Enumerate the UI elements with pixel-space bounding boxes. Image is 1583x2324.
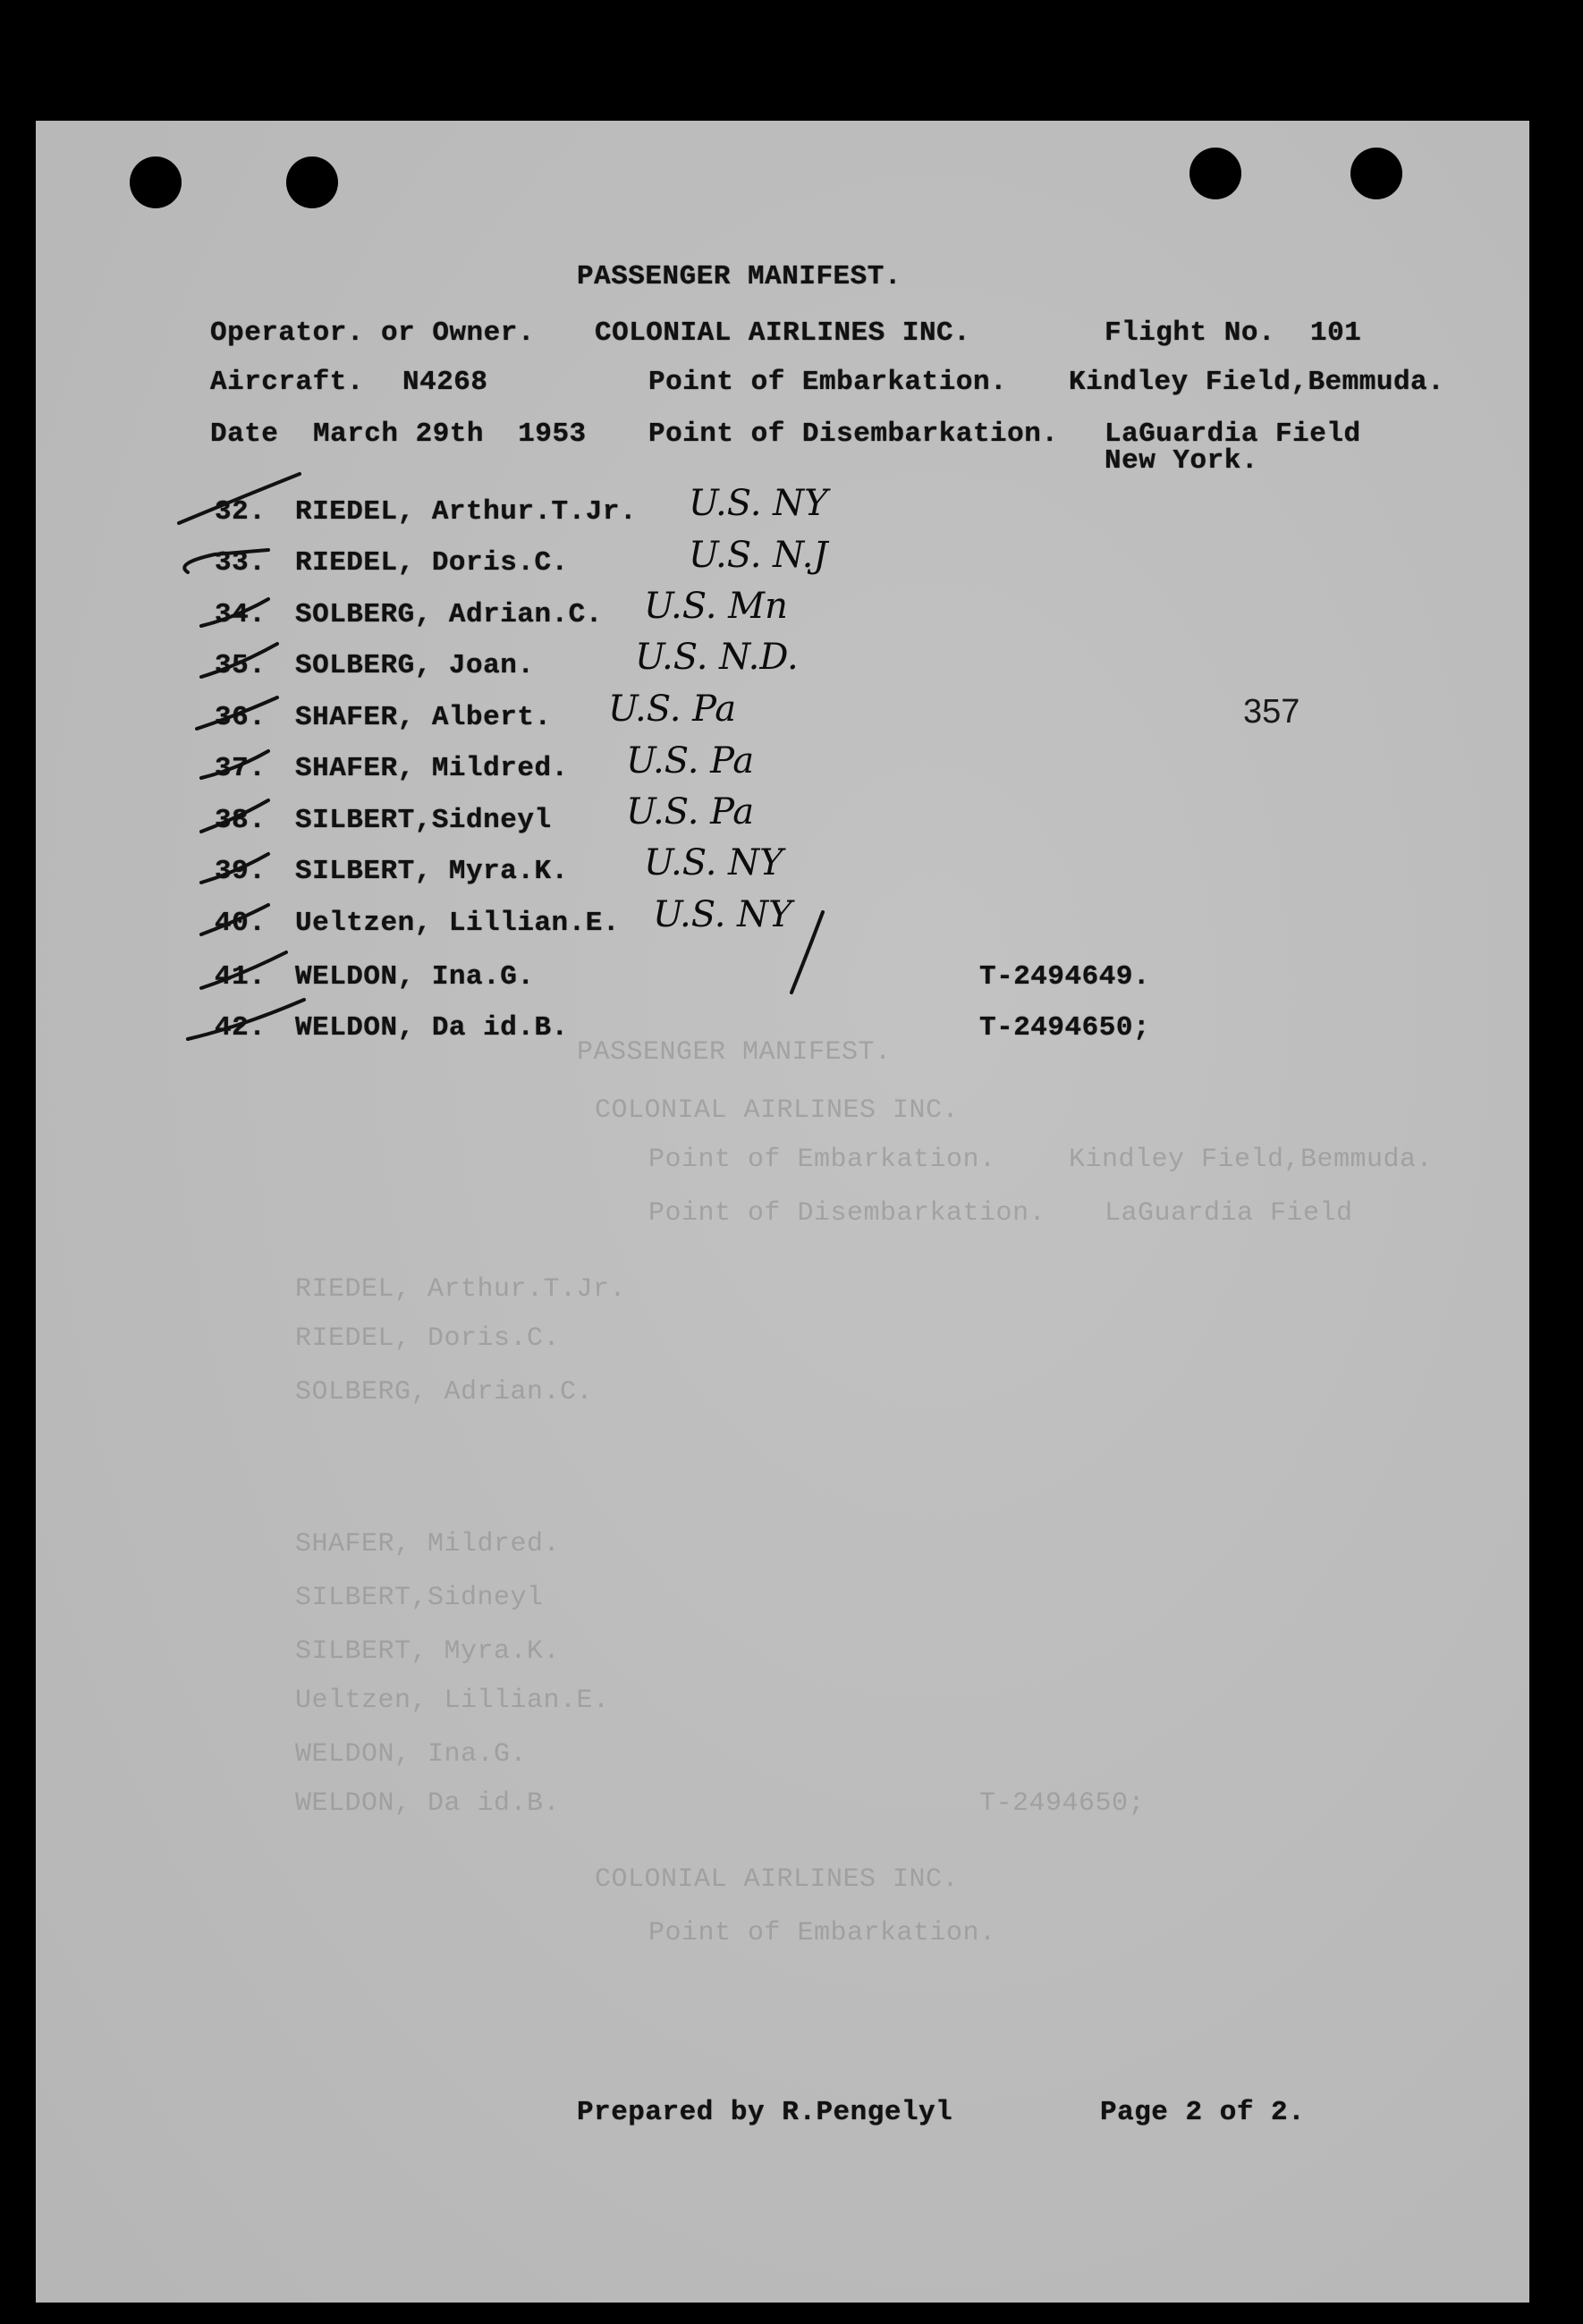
passenger-number: 39. — [215, 856, 267, 887]
passenger-name: SILBERT, Myra.K. — [295, 856, 569, 887]
handwritten-note: U.S. Pa — [626, 740, 755, 782]
passenger-number: 37. — [215, 753, 267, 784]
passenger-number: 35. — [215, 650, 267, 681]
punch-hole — [286, 156, 338, 208]
page-indicator: Page 2 of 2. — [1100, 2097, 1306, 2128]
passenger-number: 36. — [215, 702, 267, 733]
passenger-name: SOLBERG, Joan. — [295, 650, 535, 681]
punch-hole — [1189, 148, 1241, 199]
ticket-number: T-2494649. — [979, 961, 1151, 993]
passenger-name: RIEDEL, Arthur.T.Jr. — [295, 496, 638, 528]
passenger-name: SHAFER, Mildred. — [295, 753, 569, 784]
embarkation-label: Point of Embarkation. — [648, 367, 1008, 398]
ticket-number: T-2494650; — [979, 1012, 1151, 1044]
aircraft-label: Aircraft. — [210, 367, 364, 398]
aircraft-value: N4268 — [402, 367, 488, 398]
date-value: March 29th 1953 — [313, 418, 587, 450]
passenger-number: 33. — [215, 547, 267, 579]
handwritten-note: U.S. Pa — [608, 689, 737, 730]
disembarkation-value: LaGuardia Field — [1105, 418, 1361, 450]
passenger-number: 34. — [215, 599, 267, 630]
date-label: Date — [210, 418, 279, 450]
passenger-name: WELDON, Ina.G. — [295, 961, 535, 993]
flight-label: Flight No. — [1105, 317, 1276, 349]
page-title: PASSENGER MANIFEST. — [577, 261, 902, 292]
passenger-number: 41. — [215, 961, 267, 993]
handwritten-note: U.S. NY — [689, 483, 828, 524]
passenger-number: 42. — [215, 1012, 267, 1044]
passenger-name: RIEDEL, Doris.C. — [295, 547, 569, 579]
handwritten-note: U.S. Pa — [626, 791, 755, 832]
embarkation-value: Kindley Field,Bemmuda. — [1069, 367, 1445, 398]
operator-value: COLONIAL AIRLINES INC. — [595, 317, 971, 349]
handwritten-note: U.S. N.D. — [635, 637, 799, 678]
passenger-name: SOLBERG, Adrian.C. — [295, 599, 603, 630]
passenger-name: WELDON, Da id.B. — [295, 1012, 569, 1044]
passenger-name: SILBERT,Sidneyl — [295, 805, 552, 836]
punch-hole — [130, 156, 182, 208]
disembarkation-label: Point of Disembarkation. — [648, 418, 1059, 450]
handwritten-note: U.S. NY — [644, 842, 783, 883]
handwritten-note: U.S. NY — [653, 894, 792, 935]
handwritten-note: U.S. N.J — [689, 535, 828, 576]
stamp-number: 357 — [1243, 693, 1300, 731]
passenger-name: Ueltzen, Lillian.E. — [295, 908, 620, 939]
passenger-number: 40. — [215, 908, 267, 939]
passenger-number: 38. — [215, 805, 267, 836]
operator-label: Operator. or Owner. — [210, 317, 535, 349]
punch-hole — [1350, 148, 1402, 199]
passenger-number: 32. — [215, 496, 267, 528]
handwritten-note: U.S. Mn — [644, 586, 788, 627]
flight-value: 101 — [1310, 317, 1362, 349]
passenger-name: SHAFER, Albert. — [295, 702, 552, 733]
disembarkation-value-line2: New York. — [1105, 445, 1258, 477]
prepared-by: Prepared by R.Pengelyl — [577, 2097, 953, 2128]
